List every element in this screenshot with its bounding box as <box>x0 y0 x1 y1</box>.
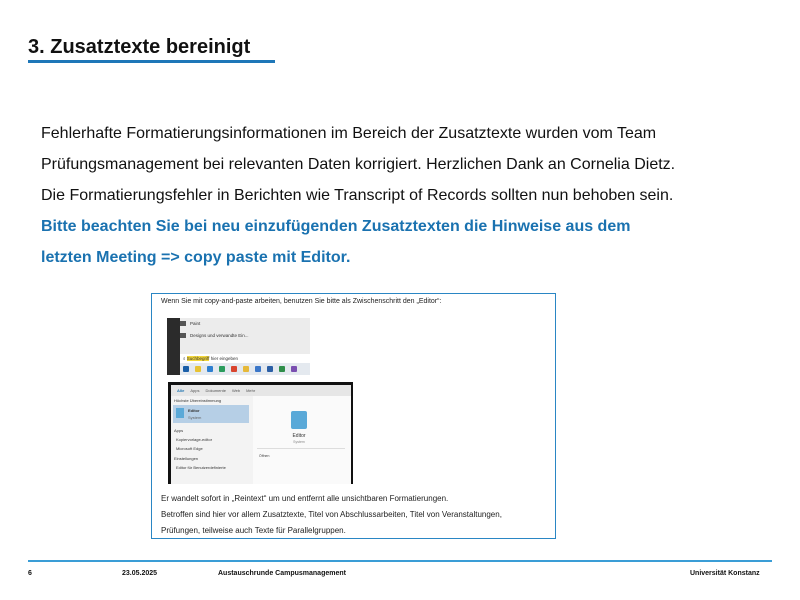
outlook-icon <box>255 366 261 372</box>
page-number: 6 <box>28 570 32 577</box>
windows-icon <box>183 366 189 372</box>
footer-date: 23.05.2025 <box>122 570 158 577</box>
body-text <box>41 118 781 273</box>
explorer-icon <box>243 366 249 372</box>
app-item: Kopiervorlage-editor <box>176 437 213 442</box>
results-list: Höchste Übereinstimmung Editor System Apps Kopiervorlage-editor Microsoft Edge Einstellungen Editor für Benutzerdefinierte <box>171 396 251 484</box>
taskbar <box>180 363 310 375</box>
chrome-icon <box>231 366 237 372</box>
edge-icon <box>219 366 225 372</box>
taskbar-search-screenshot <box>167 318 310 375</box>
search-placeholder: hier eingeben <box>209 356 239 361</box>
paragraph-line: Prüfungsmanagement bei relevanten Daten korrigiert. Herzlichen Dank an Cornelia Dietz. <box>41 156 676 173</box>
search-icon: ⌕ <box>183 356 186 361</box>
footer-event: Austauschrunde Campusmanagement <box>218 570 346 577</box>
instruction-figure <box>151 293 556 539</box>
footer-organization: Universität Konstanz <box>690 570 760 577</box>
search-taskbar-icon <box>195 366 201 372</box>
menu-row-designs: Designs und verwandte Ein... <box>180 333 249 338</box>
excel-icon <box>279 366 285 372</box>
best-match-item: Editor System <box>173 405 249 423</box>
title-underline <box>28 60 275 63</box>
notepad-icon <box>176 408 184 418</box>
footer-rule <box>28 560 772 562</box>
figure-text-line: Betroffen sind hier vor allem Zusatztexte, Titel von Abschlussarbeiten, Titel von Veranstaltungen, <box>161 510 502 519</box>
editor-icon <box>291 411 307 429</box>
divider <box>257 448 345 449</box>
app-item: Microsoft Edge <box>176 446 203 451</box>
word-icon <box>267 366 273 372</box>
taskview-icon <box>207 366 213 372</box>
result-detail: Editor System Öffnen <box>253 396 351 484</box>
taskbar-search-box <box>180 354 310 363</box>
menu-row-paint: Paint <box>180 321 200 326</box>
settings-icon <box>180 333 186 338</box>
highlight-line: letzten Meeting => copy paste mit Editor. <box>41 249 351 266</box>
figure-text-line: Prüfungen, teilweise auch Texte für Parallelgruppen. <box>161 526 346 535</box>
teams-icon <box>291 366 297 372</box>
slide-title: 3. Zusatztexte bereinigt <box>28 36 251 58</box>
figure-text <box>161 491 502 539</box>
search-tabs: Alle Apps Dokumente Web Mehr <box>171 385 351 396</box>
figure-text-line: Er wandelt sofort in „Reintext“ um und entfernt alle unsichtbaren Formatierungen. <box>161 494 449 503</box>
search-result-screenshot <box>168 382 353 484</box>
paragraph-line: Fehlerhafte Formatierungsinformationen im Bereich der Zusatztexte wurden vom Team <box>41 125 657 142</box>
search-window <box>171 385 351 484</box>
figure-caption: Wenn Sie mit copy-and-paste arbeiten, benutzen Sie bitte als Zwischenschritt den „Editor“: <box>161 298 442 305</box>
paragraph-line: Die Formatierungsfehler in Berichten wie Transcript of Records sollten nun behoben sein. <box>41 187 674 204</box>
paint-icon <box>180 321 186 326</box>
search-highlight: Suchbegriff <box>186 356 210 361</box>
highlight-line: Bitte beachten Sie bei neu einzufügenden Zusatztexten die Hinweise aus dem <box>41 218 631 235</box>
setting-item: Editor für Benutzerdefinierte <box>176 465 226 470</box>
open-action: Öffnen <box>259 454 270 458</box>
